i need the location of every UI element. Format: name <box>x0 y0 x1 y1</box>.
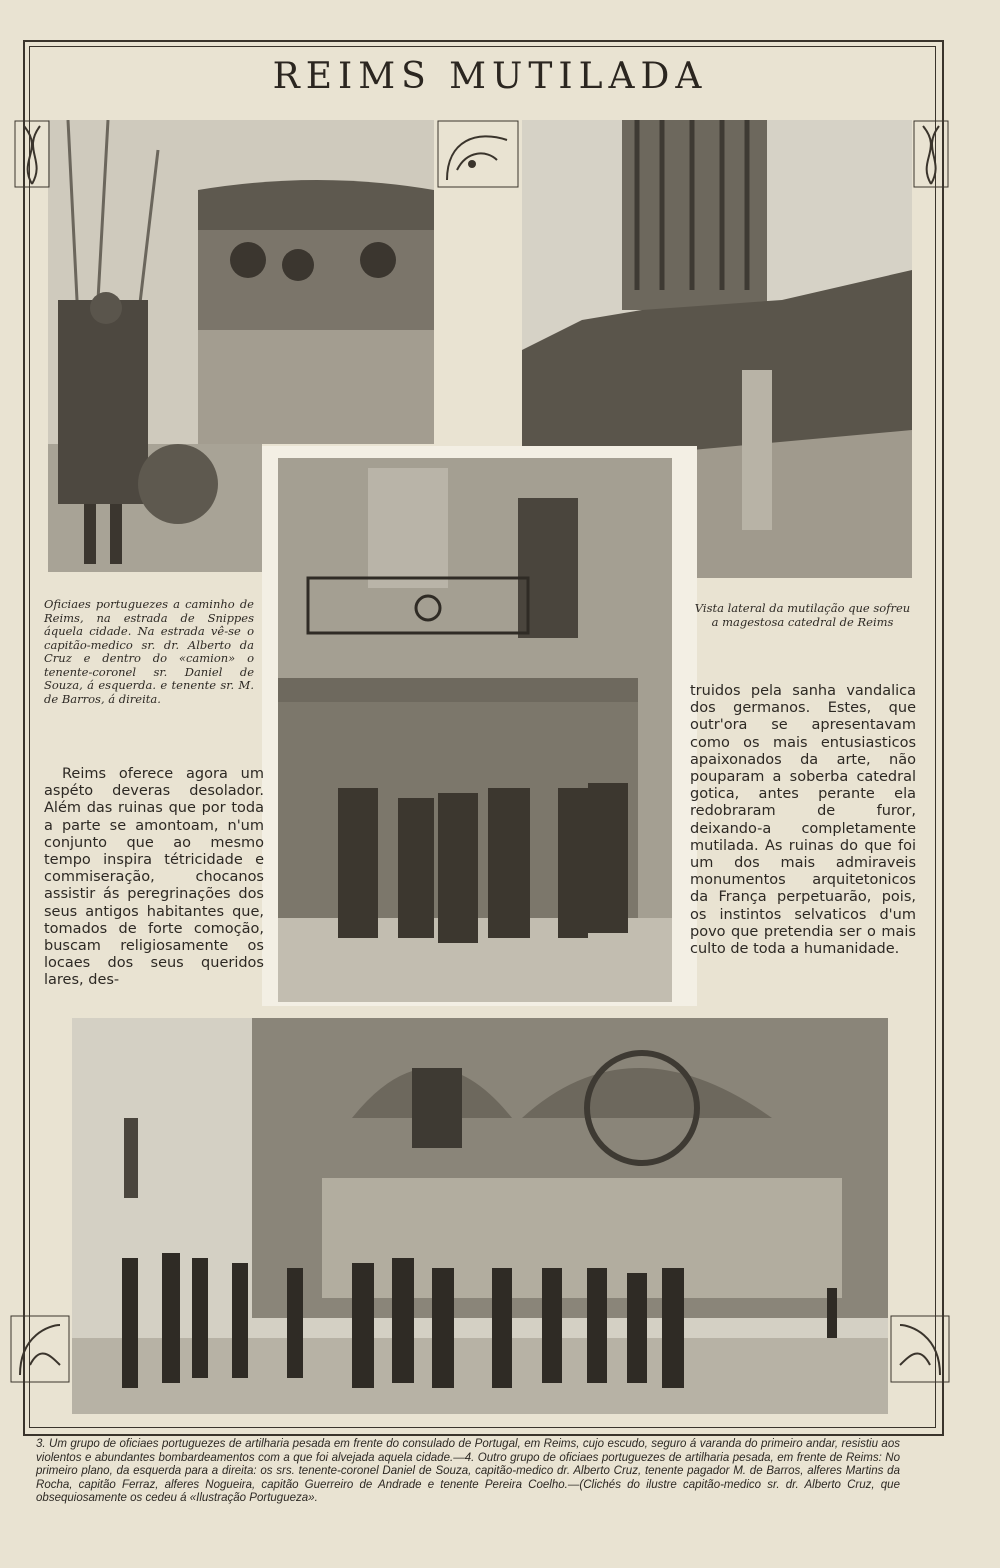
floral-ornament-icon <box>10 1315 70 1383</box>
floral-ornament-icon <box>890 1315 950 1383</box>
photo-officers-truck <box>48 120 434 444</box>
photo-consulate-group <box>278 458 672 1002</box>
article-text-right: truidos pela sanha vandalica dos germanos. Estes, que outr'ora se apresentavam como os mais entusiasticos apaixonados da arte, não pouparam a soberba catedral gotica, antes perante ela redobraram de furor, deixando-a completamente mutilada. As ruinas do que foi um dos mais admiraveis monumentos arquitetonicos da França perpetuarão, pois, os instintos selvaticos d'um povo que pretendia ser o mais culto de toda a humanidade. <box>690 683 916 958</box>
caption-truck-photo: Oficiaes portuguezes a caminho de Reims, na estrada de Snippes áquela cidade. Na estrada vê-se o capitão-medico sr. dr. Alberto da Cruz e dentro do «camion» o tenente-coronel sr. Daniel de Souza, á esquerda. e tenente sr. M. de Barros, á direita. <box>44 597 254 706</box>
photo-officers-truck-lower <box>48 444 262 572</box>
article-text-left: Reims oferece agora um aspéto deveras desolador. Além das ruinas que por toda a parte se amontoam, n'um conjunto que ao mesmo tempo inspira tétricidade e commiseração, chocanos assistir ás peregrinações dos seus antigos habitantes que, tomados de forte comoção, buscam religiosamente os locaes dos seus queridos lares, des- <box>44 766 264 989</box>
floral-ornament-icon <box>913 120 949 188</box>
floral-ornament-icon <box>437 120 519 188</box>
page-title: REIMS MUTILADA <box>272 56 708 97</box>
caption-bottom-photos: 3. Um grupo de oficiaes portuguezes de artilharia pesada em frente do consulado de Portugal, em Reims, cujo escudo, seguro á varanda do primeiro andar, resistiu aos violentos e abundantes bombardeamentos com a que foi alvejada aquela cidade.—4. Outro grupo de oficiaes portuguezes de artilharia pesada, em frente de Reims: No primeiro plano, da esquerda para a direita: os srs. tenente-coronel Daniel de Souza, capitão-medico dr. Alberto Cruz, tenente pagador M. de Barros, alferes Martins da Rocha, capitão Ferraz, alferes Nogueira, capitão Guerreiro de Andrade e tenente Pereira Coelho.—(Clichés do ilustre capitão-medico sr. dr. Alberto Cruz, que obsequiosamente os cedeu á «Ilustração Portugueza». <box>36 1436 900 1504</box>
caption-cathedral-side-photo: Vista lateral da mutilação que sofreu a magestosa catedral de Reims <box>694 601 911 629</box>
photo-cathedral-front-group <box>72 1018 888 1414</box>
floral-ornament-icon <box>14 120 50 188</box>
